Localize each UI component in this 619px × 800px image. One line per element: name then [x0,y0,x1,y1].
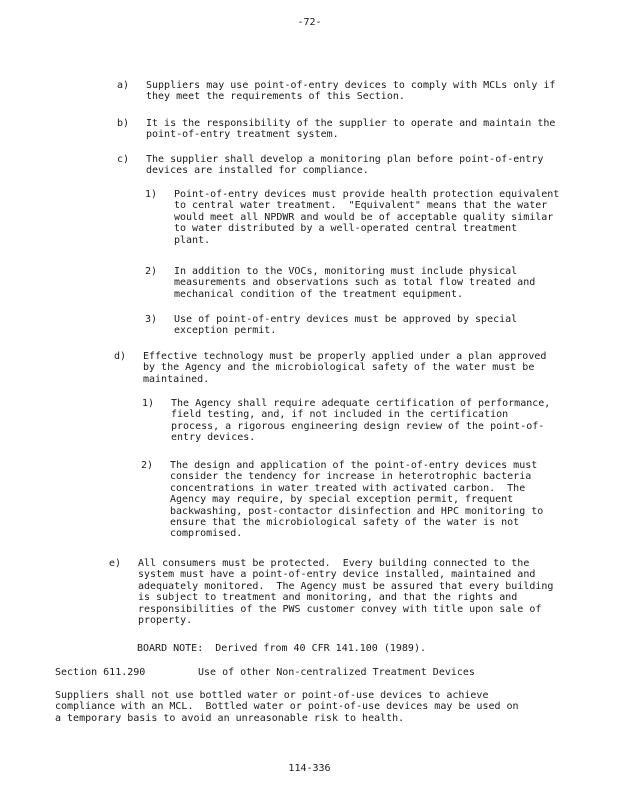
item-label: 3) [145,314,158,325]
text-line: is subject to treatment and monitoring, and that the rights and [138,592,518,604]
text-line: devices are installed for compliance. [146,165,369,177]
page-number-top: -72- [297,17,322,28]
text-line: Use of point-of-entry devices must be approved by special [174,314,518,325]
item-label: d) [114,351,127,362]
text-line: to central water treatment. "Equivalent" means that the water [174,200,548,212]
paragraph-a [117,80,556,103]
text-line: mechanical condition of the treatment equipment. [174,288,463,300]
closing-paragraph [55,690,519,724]
paragraph-d [114,351,547,385]
text-line: backwashing, post-contactor disinfection and HPC monitoring to [170,505,544,517]
text-line: responsibilities of the PWS customer convey with title upon sale of [138,603,542,615]
text-line: In addition to the VOCs, monitoring must include physical [174,266,518,277]
section-title: Use of other Non-centralized Treatment Devices [198,667,475,678]
item-label: b) [117,118,130,129]
text-line: to water distributed by a well-operated central treatment [174,223,518,235]
text-line: entry devices. [171,432,256,444]
paragraph-e [109,558,554,627]
item-label: 2) [145,266,158,277]
text-line: measurements and observations such as total flow treated and [174,277,536,289]
text-line: consider the tendency for increase in heterotrophic bacteria [170,471,532,483]
board-note: BOARD NOTE: Derived from 40 CFR 141.100 (1989). [137,643,426,654]
text-line: ensure that the microbiological safety of the water is not [170,517,520,529]
item-label: 1) [145,189,158,200]
paragraph-b [117,118,556,141]
text-line: compliance with an MCL. Bottled water or point-of-use devices may be used on [55,701,519,713]
text-line: they meet the requirements of this Section. [146,91,405,103]
text-line: field testing, and, if not included in the certification [171,409,509,421]
text-line: All consumers must be protected. Every building connected to the [138,558,530,569]
text-line: compromised. [170,528,243,540]
text-line: The Agency shall require adequate certification of performance, [171,398,551,409]
text-line: Effective technology must be properly applied under a plan approved [143,351,547,362]
text-line: point-of-entry treatment system. [146,129,339,141]
item-label: 2) [141,460,154,471]
text-line: adequately monitored. The Agency must be assured that every building [138,580,554,592]
item-label: a) [117,80,130,91]
paragraph-c-1 [145,189,560,246]
text-line: would meet all NPDWR and would be of acceptable quality similar [174,211,554,223]
paragraph-c-3 [145,314,518,337]
page-number-bottom: 114-336 [288,763,331,774]
text-line: Suppliers may use point-of-entry devices to comply with MCLs only if [146,80,556,91]
text-line: The supplier shall develop a monitoring plan before point-of-entry [146,154,544,165]
text-line: system must have a point-of-entry device installed, maintained and [138,569,536,581]
item-label: e) [109,558,122,569]
text-line: It is the responsibility of the supplier to operate and maintain the [146,118,556,129]
text-line: Point-of-entry devices must provide health protection equivalent [174,189,560,200]
item-label: c) [117,154,130,165]
paragraph-d-2 [141,460,544,540]
text-line: plant. [174,234,211,246]
text-line: The design and application of the point-of-entry devices must [170,460,538,471]
paragraph-c-2 [145,266,536,300]
text-line: a temporary basis to avoid an unreasonable risk to health. [55,712,405,724]
text-line: exception permit. [174,325,277,337]
text-line: property. [138,615,193,627]
text-line: concentrations in water treated with activated carbon. The [170,482,526,494]
paragraph-d-1 [142,398,551,444]
text-line: process, a rigorous engineering design review of the point-of- [171,420,545,432]
paragraph-c [117,154,544,177]
text-line: maintained. [143,373,210,385]
item-label: 1) [142,398,155,409]
text-line: Suppliers shall not use bottled water or point-of-use devices to achieve [55,690,489,701]
text-line: by the Agency and the microbiological safety of the water must be [143,362,535,374]
section-number: Section 611.290 [55,667,146,678]
text-line: Agency may require, by special exception permit, frequent [170,494,514,506]
